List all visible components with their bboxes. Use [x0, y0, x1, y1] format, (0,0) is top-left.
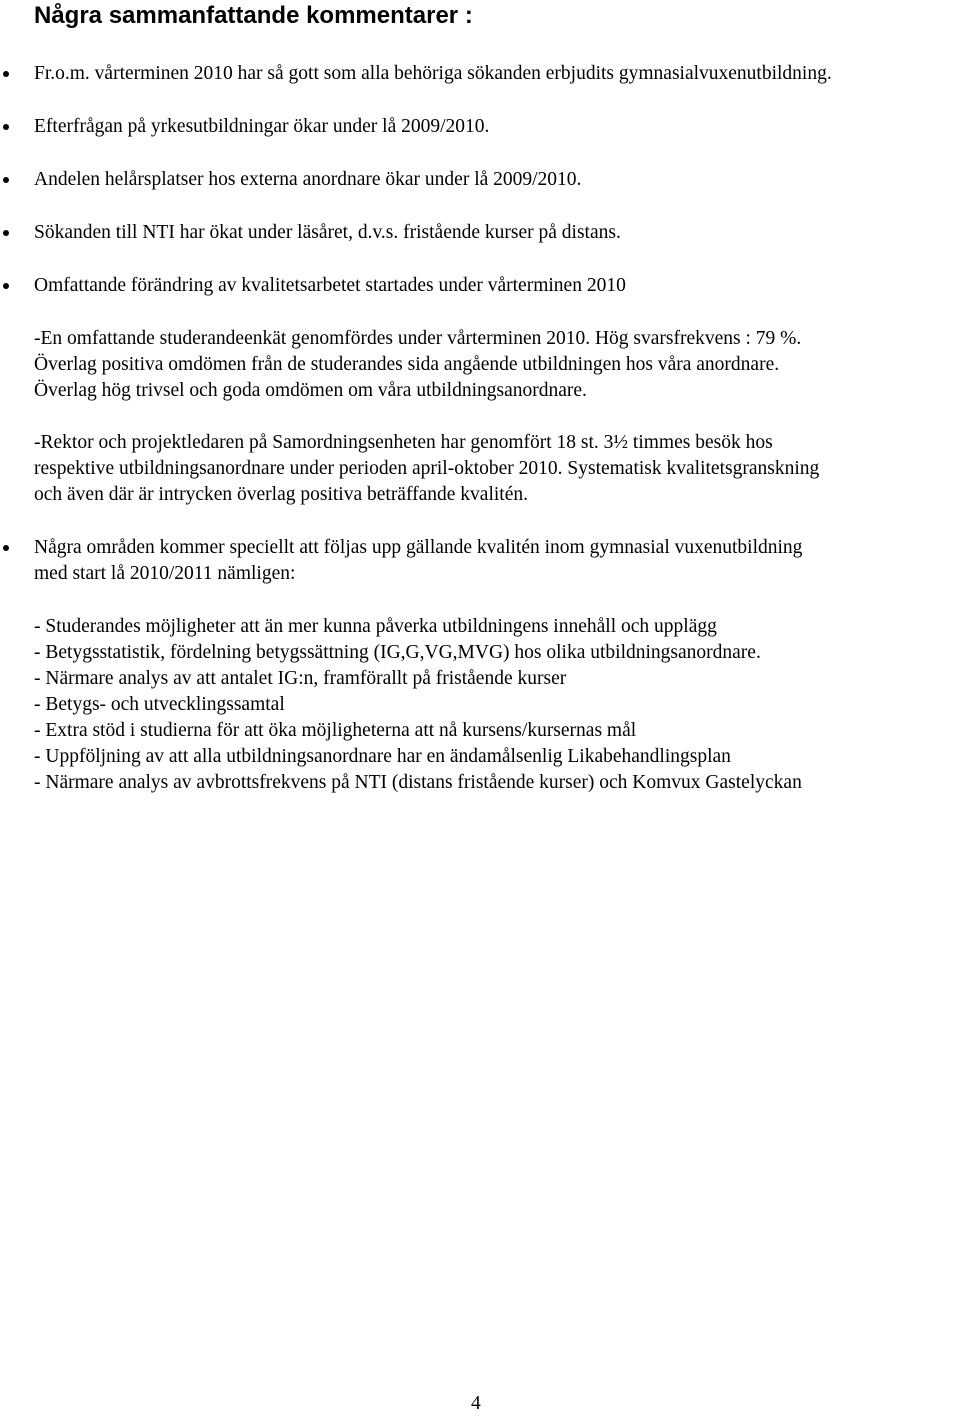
- dash-list-item: - Studerandes möjligheter att än mer kunna påverka utbildningens innehåll och upplägg: [34, 616, 717, 637]
- bullet-text-continued: med start lå 2010/2011 nämligen:: [34, 563, 296, 584]
- dash-list-item: - Betygs- och utvecklingssamtal: [34, 694, 285, 715]
- page-heading: Några sammanfattande kommentarer :: [34, 2, 473, 29]
- bullet-dot-icon: [3, 124, 9, 130]
- dash-list-item: - Extra stöd i studierna för att öka möjligheterna att nå kursens/kursernas mål: [34, 720, 637, 741]
- dash-list-item: - Närmare analys av att antalet IG:n, framförallt på fristående kurser: [34, 668, 567, 689]
- dash-list-item: - Betygsstatistik, fördelning betygssättning (IG,G,VG,MVG) hos olika utbildningsanordnare.: [34, 642, 761, 663]
- bullet-text: Sökanden till NTI har ökat under läsåret, d.v.s. fristående kurser på distans.: [34, 222, 621, 243]
- paragraph-line: och även där är intrycken överlag positiva beträffande kvalitén.: [34, 484, 528, 505]
- paragraph-line: Överlag positiva omdömen från de studerandes sida angående utbildningen hos våra anordnare.: [34, 354, 780, 375]
- bullet-text: Några områden kommer speciellt att följas upp gällande kvalitén inom gymnasial vuxenutbildning: [34, 537, 803, 558]
- bullet-text: Fr.o.m. vårterminen 2010 har så gott som alla behöriga sökanden erbjudits gymnasialvuxenutbildning.: [34, 63, 832, 84]
- dash-list-item: - Uppföljning av att alla utbildningsanordnare har en ändamålsenlig Likabehandlingsplan: [34, 746, 731, 767]
- bullet-dot-icon: [3, 283, 9, 289]
- bullet-dot-icon: [3, 230, 9, 236]
- bullet-text: Efterfrågan på yrkesutbildningar ökar under lå 2009/2010.: [34, 116, 490, 137]
- paragraph-line: -Rektor och projektledaren på Samordningsenheten har genomfört 18 st. 3½ timmes besök hos: [34, 432, 773, 453]
- bullet-dot-icon: [3, 177, 9, 183]
- bullet-text: Andelen helårsplatser hos externa anordnare ökar under lå 2009/2010.: [34, 169, 582, 190]
- paragraph-line: -En omfattande studerandeenkät genomfördes under vårterminen 2010. Hög svarsfrekvens : 79 %.: [34, 328, 802, 349]
- paragraph-line: respektive utbildningsanordnare under perioden april-oktober 2010. Systematisk kvalitetsgranskning: [34, 458, 820, 479]
- dash-list-item: - Närmare analys av avbrottsfrekvens på NTI (distans fristående kurser) och Komvux Gastelyckan: [34, 772, 802, 793]
- bullet-dot-icon: [3, 71, 9, 77]
- bullet-dot-icon: [3, 545, 9, 551]
- paragraph-line: Överlag hög trivsel och goda omdömen om våra utbildningsanordnare.: [34, 380, 587, 401]
- bullet-text: Omfattande förändring av kvalitetsarbetet startades under vårterminen 2010: [34, 275, 626, 296]
- page-number: 4: [471, 1393, 481, 1414]
